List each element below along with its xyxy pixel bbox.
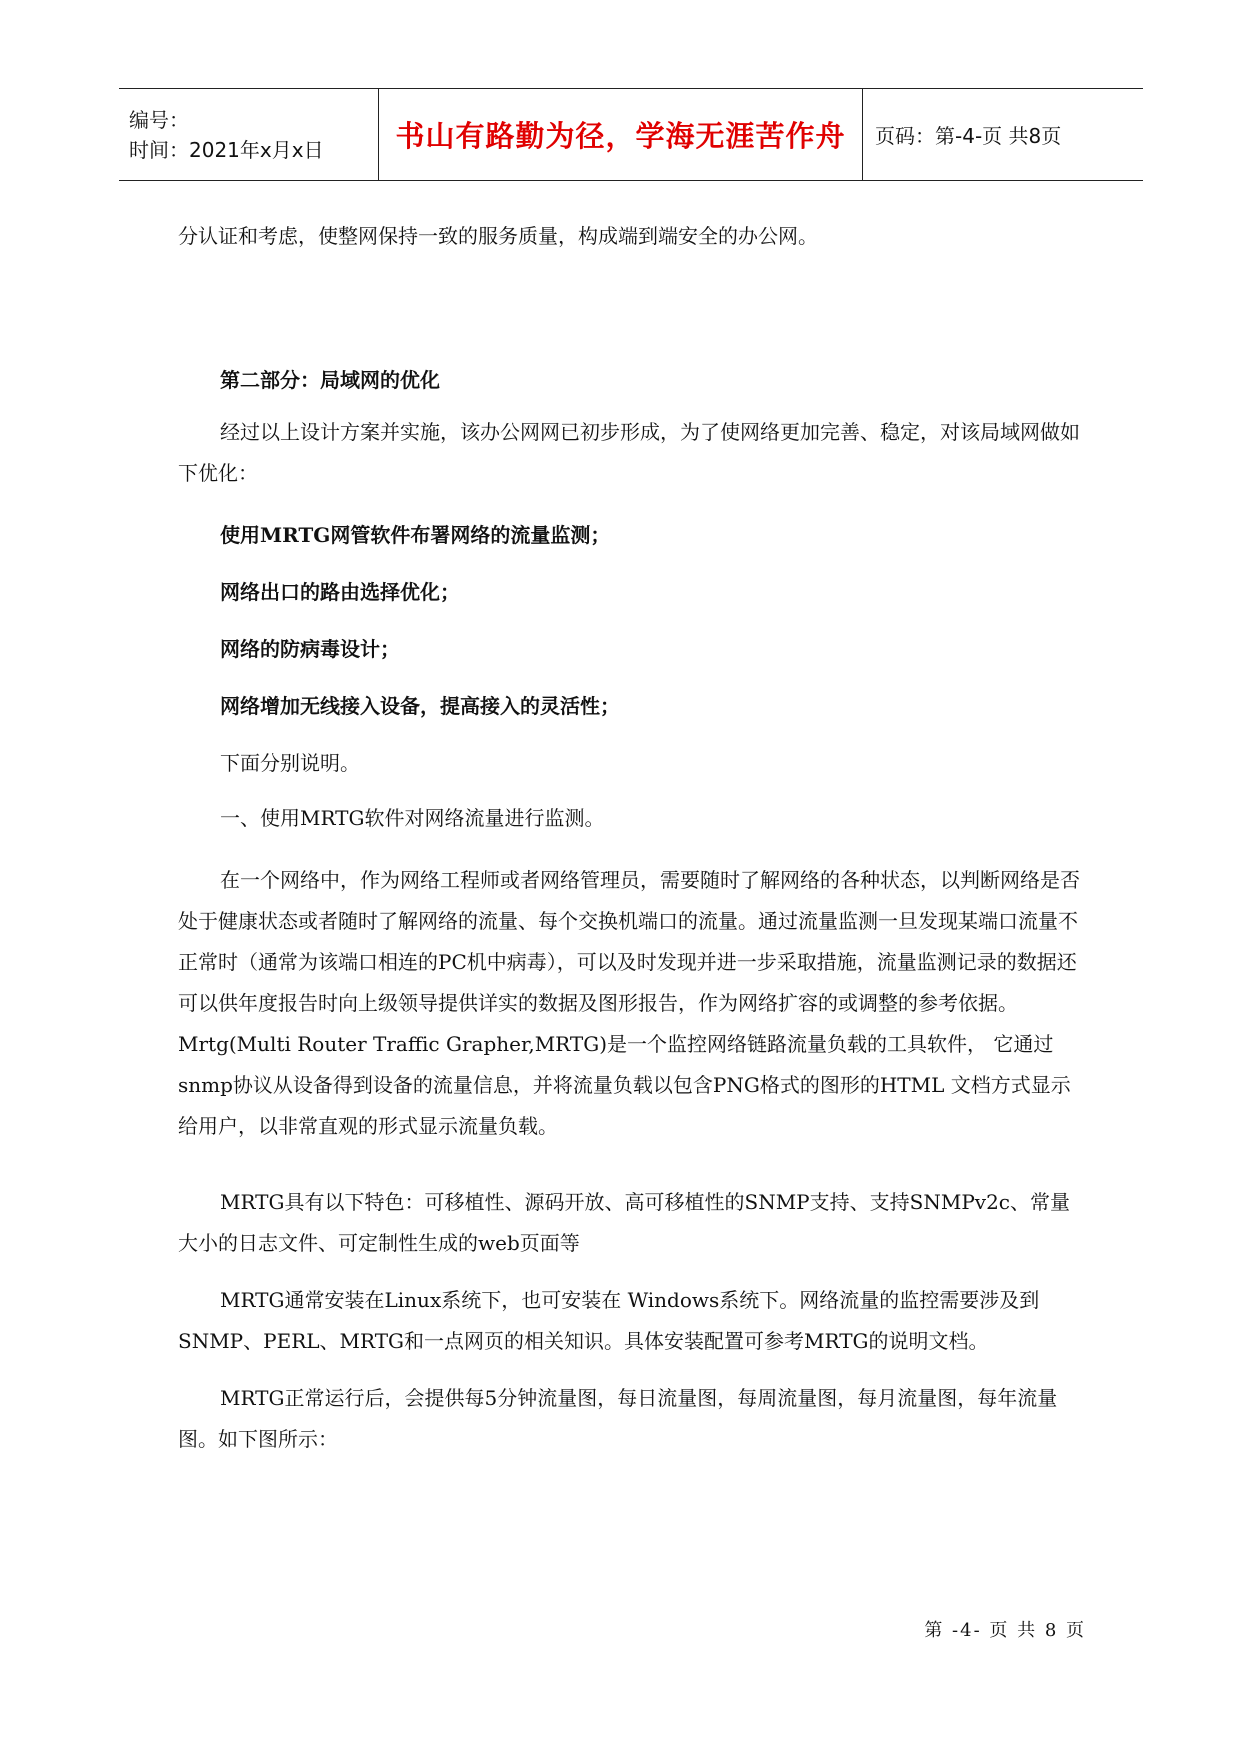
header-number-label: 编号：	[129, 107, 189, 132]
header-meta	[119, 89, 379, 180]
intro-paragraph: 经过以上设计方案并实施，该办公网网已初步形成，为了使网络更加完善、稳定，对该局域网做如下优化：	[178, 420, 1080, 485]
header-motto-cell	[379, 89, 863, 180]
explain-paragraph: 下面分别说明。	[220, 751, 360, 775]
mrtg-paragraph-3: MRTG通常安装在Linux系统下，也可安装在 Windows系统下。网络流量的监控需要涉及到SNMP、PERL、MRTG和一点网页的相关知识。具体安装配置可参考MRTG的说明文档。	[178, 1288, 1040, 1353]
bold-item-1: 使用MRTG网管软件布署网络的流量监测；	[220, 523, 611, 547]
bold-item-4: 网络增加无线接入设备，提高接入的灵活性；	[220, 694, 620, 718]
mrtg-paragraph-4: MRTG正常运行后，会提供每5分钟流量图，每日流量图，每周流量图，每月流量图，每年流量图。如下图所示：	[178, 1386, 1058, 1451]
mrtg-paragraph-2: MRTG具有以下特色：可移植性、源码开放、高可移植性的SNMP支持、支持SNMPv2c、常量大小的日志文件、可定制性生成的web页面等	[178, 1190, 1070, 1255]
page-header	[119, 88, 1143, 181]
page-footer: 第 -4- 页 共 8 页	[924, 1620, 1086, 1641]
bold-item-3: 网络的防病毒设计；	[220, 637, 400, 661]
sub-heading: 一、使用MRTG软件对网络流量进行监测。	[220, 806, 605, 830]
header-time-label: 时间：2021年x月x日	[129, 137, 324, 162]
bold-item-2: 网络出口的路由选择优化；	[220, 580, 460, 604]
header-motto: 书山有路勤为径，学海无涯苦作舟	[395, 119, 846, 153]
mrtg-paragraph-1: 在一个网络中，作为网络工程师或者网络管理员，需要随时了解网络的各种状态，以判断网络是否处于健康状态或者随时了解网络的流量、每个交换机端口的流量。通过流量监测一旦发现某端口流量不正常时（通常为该端口相连的PC机中病毒），可以及时发现并进一步采取措施，流量监测记录的数据还可以供年度报告时向上级领导提供详实的数据及图形报告，作为网络扩容的或调整的参考依据。Mrtg(Multi Router Traffic Grapher,MRTG)是一个监控网络链路流量负载的工具软件， 它通过snmp协议从设备得到设备的流量信息，并将流量负载以包含PNG格式的图形的HTML 文档方式显示给用户，以非常直观的形式显示流量负载。	[178, 868, 1080, 1138]
header-page-label: 页码：第-4-页 共8页	[875, 124, 1062, 148]
section-title: 第二部分：局域网的优化	[220, 368, 440, 392]
continuation-paragraph: 分认证和考虑，使整网保持一致的服务质量，构成端到端安全的办公网。	[178, 224, 818, 248]
header-page-cell	[863, 89, 1143, 180]
